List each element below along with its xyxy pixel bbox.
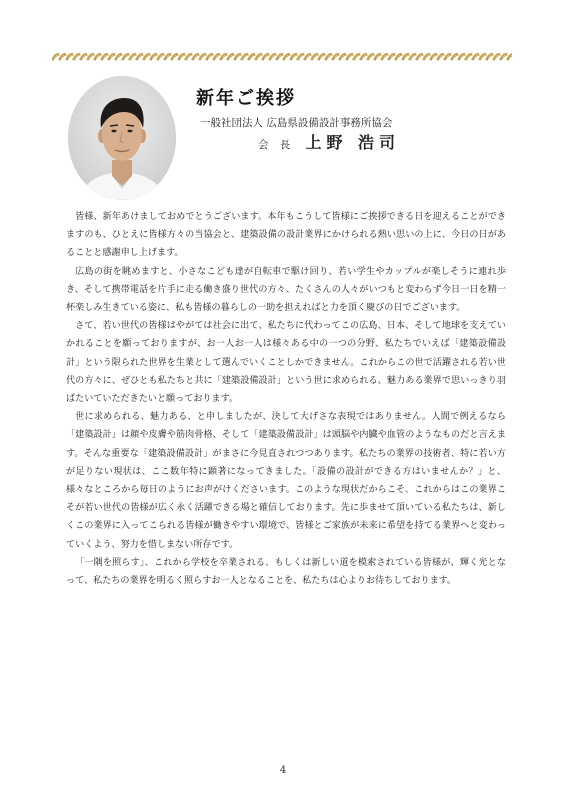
- signatory: [258, 130, 400, 153]
- organization-name: 一般社団法人 広島県設備設計事務所協会: [200, 117, 393, 129]
- page-number: 4: [279, 765, 287, 776]
- body-paragraph-2: 広島の街を眺めますと、小さなこども達が自転車で駆け回り、若い学生やカップルが楽しそうに連れ歩き、そして携帯電話を片手に走る働き盛り世代の方々、たくさんの人々がいつもと変わらず今日一日を精一杯楽しみ生きている姿に、私も皆様の暮らしの一助を担えればと力を頂く慶びの日でございます。: [66, 266, 506, 314]
- greeting-title: 新年ご挨拶: [196, 88, 296, 109]
- body-paragraph-1: 皆様、新年あけましておめでとうございます。本年もこうして皆様にご挨拶できる日を迎えることができますのも、ひとえに皆様方々の当協会と、建築設備の設計業界にかけられる熱い思いの上に、今日の日があることと感謝申し上げます。: [66, 212, 506, 259]
- signatory-name: 上野 浩司: [305, 133, 401, 152]
- portrait-photo: [68, 76, 176, 200]
- greeting-body: [66, 208, 506, 590]
- body-paragraph-3: さて、若い世代の皆様はやがては社会に出て、私たちに代わってこの広島、日本、そして地球を支えていかれることを願っておりますが、お一人お一人は様々ある中の一つの分野、私たちでいえば「建築設備設計」という限られた世界を生業として選んでいくことしかできません。これからこの世で活躍される若い世代の方々に、ぜひとも私たちと共に「建築設備設計」という世に求められる、魅力ある業界で思いっきり羽ばたいていただきたいと願っております。: [66, 321, 506, 405]
- gold-rope-divider: [52, 52, 512, 62]
- body-paragraph-4: 世に求められる、魅力ある、と申しましたが、決して大げさな表現ではありません。人間で例えるなら「建築設計」は顔や皮膚や筋肉骨格、そして「建築設備設計」は頭脳や内臓や血管のようなものだと言えます。そんな重要な「建築設備設計」がまさに今見直されつつあります。私たちの業界の技術者、特に若い方が足りない現状は、ここ数年特に顕著になってきました。「設備の設計ができる方はいませんか？」と、様々なところから毎日のようにお声がけくださいます。このような現状だからこそ、これからはこの業界こそが若い世代の皆様が広く永く活躍できる場と確信しております。先に歩ませて頂いている私たちは、新しくこの業界に入ってこられる皆様が働きやすい環境で、皆様とご家族が未来に希望を持てる業界へと変わっていくよう、努力を惜しまない所存です。: [66, 412, 506, 550]
- body-paragraph-5: 「一隅を照らす」、これから学校を卒業される、もしくは新しい道を模索されている皆様が、輝く光となって、私たちの業界を明るく照らすお一人となることを、私たちは心よりお待ちしております。: [66, 557, 506, 587]
- signatory-role: 会 長: [258, 139, 295, 151]
